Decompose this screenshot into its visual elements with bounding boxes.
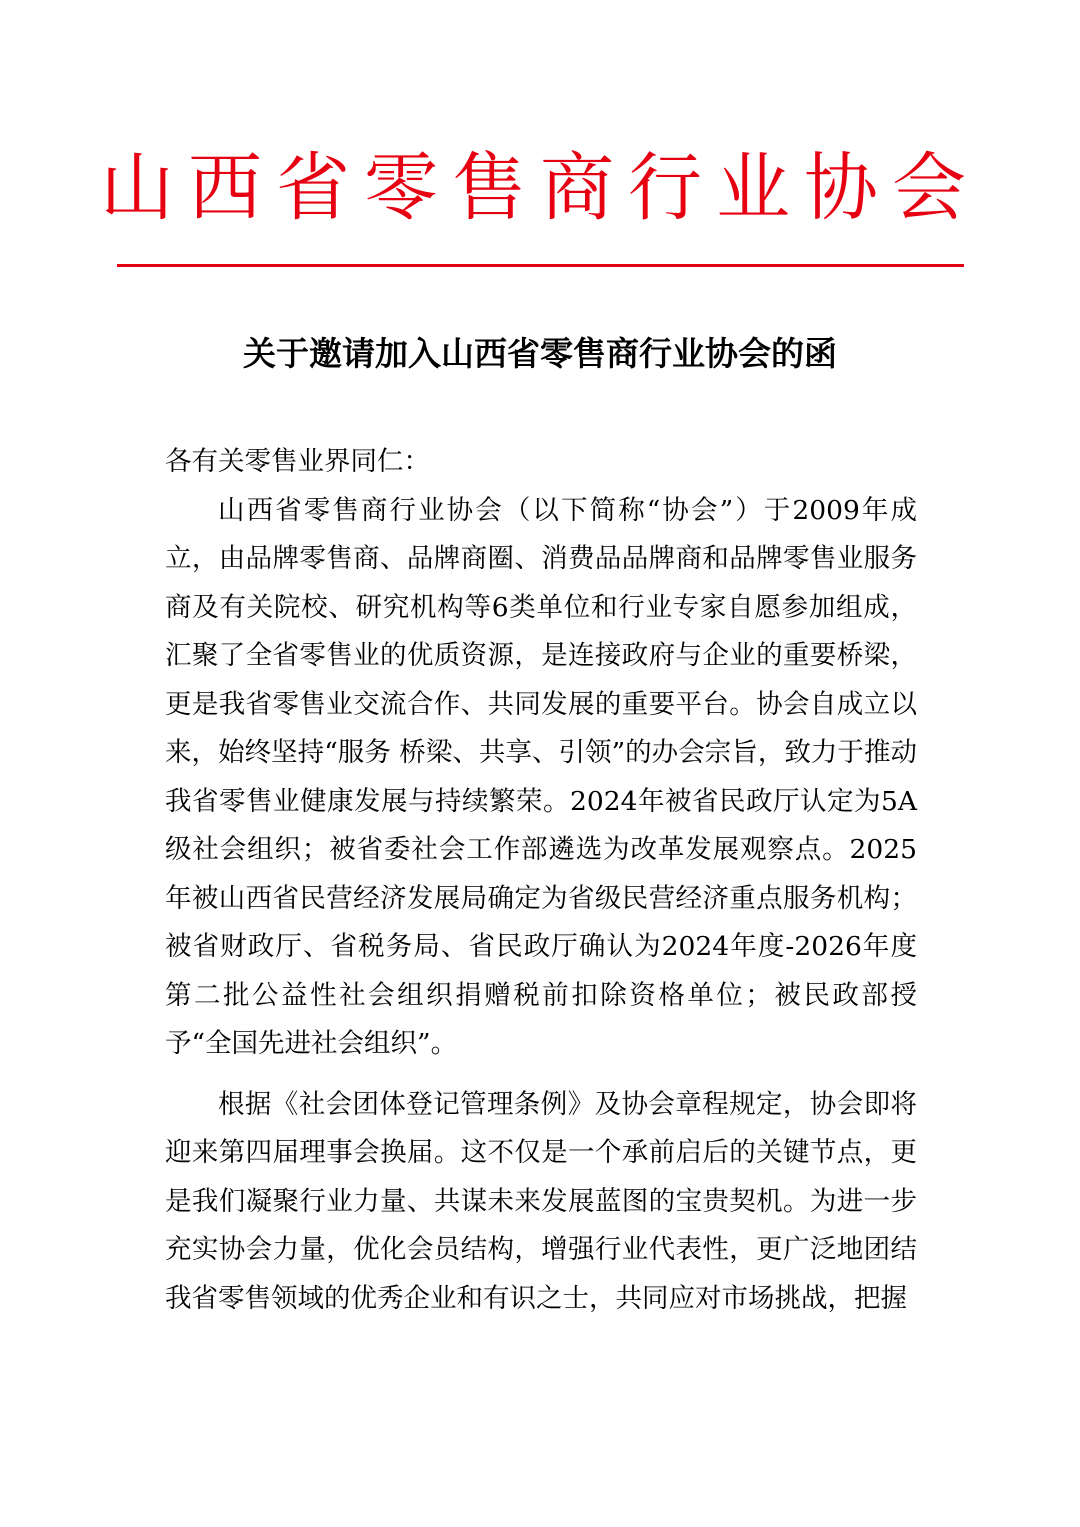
letterhead-org-name: 山西省零售商行业协会 (100, 145, 980, 231)
paragraph-2: 根据《社会团体登记管理条例》及协会章程规定，协会即将迎来第四届理事会换届。这不仅是一个承前启后的关键节点，更是我们凝聚行业力量、共谋未来发展蓝图的宝贵契机。为进一步充实协会力量，优化会员结构，增强行业代表性，更广泛地团结我省零售领域的优秀企业和有识之士，共同应对市场挑战，把握 (165, 1088, 917, 1314)
paragraph-1: 山西省零售商行业协会（以下简称“协会”）于2009年成立，由品牌零售商、品牌商圈、消费品品牌商和品牌零售业服务商及有关院校、研究机构等6类单位和行业专家自愿参加组成，汇聚了全省零售业的优质资源，是连接政府与企业的重要桥梁，更是我省零售业交流合作、共同发展的重要平台。协会自成立以来，始终坚持“服务 桥梁、共享、引领”的办会宗旨，致力于推动我省零售业健康发展与持续繁荣。2024年被省民政厅认定为5A级社会组织；被省委社会工作部遴选为改革发展观察点。2025年被山西省民营经济发展局确定为省级民营经济重点服务机构；被省财政厅、省税务局、省民政厅确认为2024年度-2026年度第二批公益性社会组织捐赠税前扣除资格单位；被民政部授予“全国先进社会组织”。 (165, 494, 917, 1059)
letterhead-red-rule (117, 264, 964, 267)
salutation: 各有关零售业界同仁： (165, 446, 430, 477)
document-body (165, 438, 917, 1323)
document-title: 关于邀请加入山西省零售商行业协会的函 (243, 334, 837, 373)
